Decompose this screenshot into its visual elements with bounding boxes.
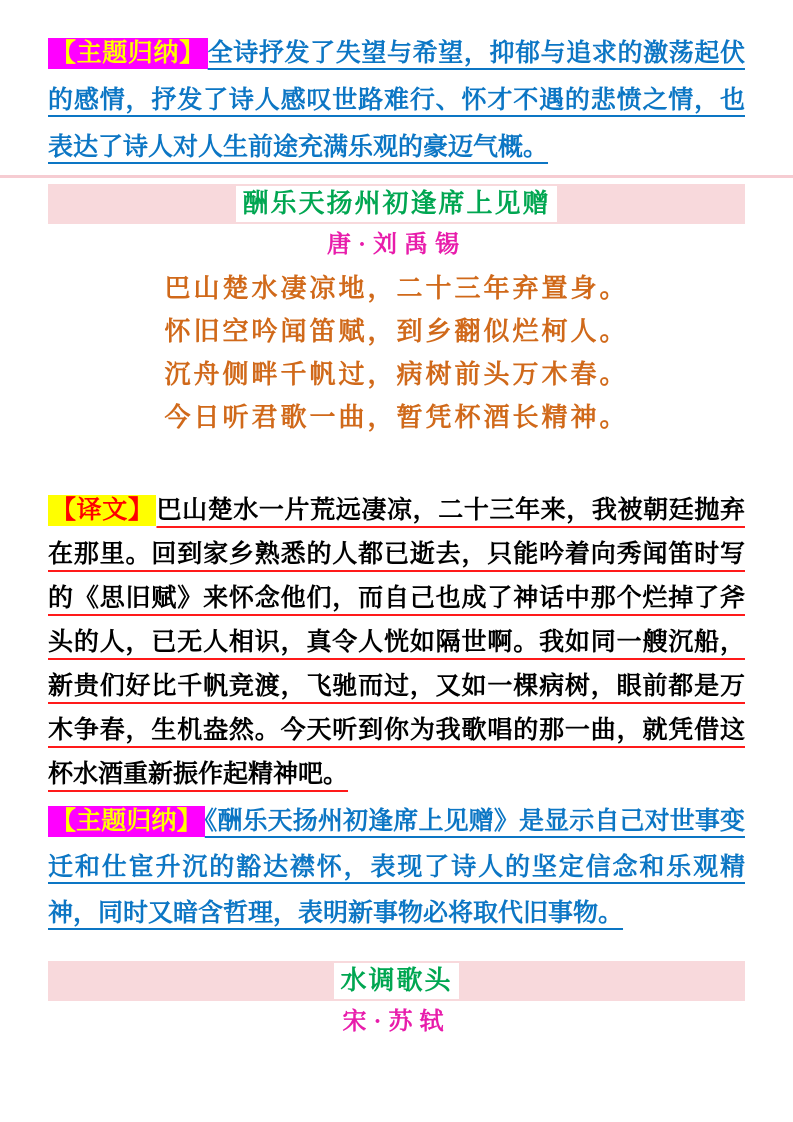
poem-1-body (48, 267, 745, 439)
poem-title-banner-2 (48, 961, 745, 1001)
theme-summary-1-label: 【主题归纳】 (48, 38, 208, 69)
translation-text: 巴山楚水一片荒远凄凉，二十三年来，我被朝廷抛弃在那里。回到家乡熟悉的人都已逝去，只能吟着向秀闻笛时写的《思旧赋》来怀念他们，而自己也成了神话中那个烂掉了斧头的人，已无人相识，真令人恍如隔世啊。我如同一艘沉船，新贵们好比千帆竞渡，飞驰而过，又如一棵病树，眼前都是万木争春，生机盎然。今天听到你为我歌唱的那一曲，就凭借这杯水酒重新振作起精神吧。 (48, 497, 745, 788)
poem-line-1: 巴山楚水凄凉地，二十三年弃置身。 (164, 274, 629, 303)
poem-title-banner-1 (48, 184, 745, 224)
translation-paragraph (48, 489, 745, 797)
theme-summary-2 (48, 799, 745, 937)
divider-line (0, 175, 793, 178)
poem-2-title: 水调歌头 (334, 963, 458, 999)
theme-summary-1-text: 全诗抒发了失望与希望，抑郁与追求的激荡起伏的感情，抒发了诗人感叹世路难行、怀才不遇的悲愤之情，也表达了诗人对人生前途充满乐观的豪迈气概。 (48, 40, 745, 161)
poem-line-2: 怀旧空吟闻笛赋，到乡翻似烂柯人。 (164, 317, 629, 346)
theme-summary-1 (48, 30, 745, 171)
poem-line-4: 今日听君歌一曲，暂凭杯酒长精神。 (164, 403, 629, 432)
theme-summary-2-label: 【主题归纳】 (48, 806, 205, 837)
poem-2-author: 宋·苏轼 (342, 1009, 451, 1035)
poem-1-title: 酬乐天扬州初逢席上见赠 (236, 186, 556, 222)
theme-summary-2-text: 《酬乐天扬州初逢席上见赠》是显示自己对世事变迁和仕宦升沉的豁达襟怀，表现了诗人的坚定信念和乐观精神，同时又暗含哲理，表明新事物必将取代旧事物。 (48, 808, 745, 927)
poem-1-author: 唐·刘禹锡 (326, 232, 466, 258)
translation-label: 【译文】 (48, 495, 156, 526)
poem-line-3: 沉舟侧畔千帆过，病树前头万木春。 (164, 360, 629, 389)
